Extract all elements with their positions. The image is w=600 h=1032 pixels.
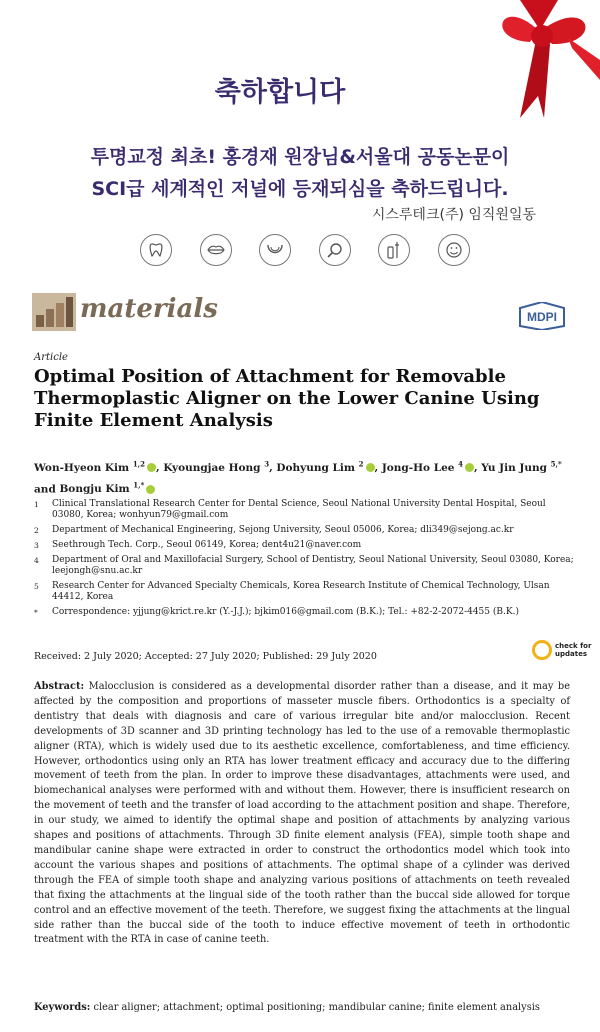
author-affiliation-marker: 1,2 [132, 459, 145, 468]
announcement-line-2: SCI급 세계적인 저널에 등재되심을 축하드립니다. [91, 178, 509, 200]
affiliation-item [34, 607, 574, 618]
magnifier-icon [319, 234, 351, 266]
keywords-label: Keywords: [34, 1002, 91, 1013]
mdpi-logo-icon [516, 302, 568, 330]
affiliation-number: 3 [34, 541, 39, 550]
author-name: Bongju Kim $^{1,*}$ [59, 483, 155, 495]
affiliation-item [34, 540, 574, 551]
paper-title-line-2: Thermoplastic Aligner on the Lower Canine Using [34, 388, 540, 409]
dental-icon-row [140, 234, 470, 266]
article-type: Article [34, 352, 68, 363]
affiliation-item [34, 525, 574, 536]
dental-tools-icon [378, 234, 410, 266]
orcid-icon[interactable] [146, 485, 155, 494]
affiliation-text: Research Center for Advanced Specialty Chemicals, Korea Research Institute of Chemical Technology, Ulsan 44412, Korea [52, 581, 550, 602]
tooth-icon [140, 234, 172, 266]
sender-line: 시스루테크(주) 임직원일동 [371, 207, 536, 223]
affiliation-text: Department of Mechanical Engineering, Sejong University, Seoul 05006, Korea; dli349@sejong.ac.kr [52, 525, 514, 535]
affiliation-number: * [34, 608, 38, 617]
affiliation-text: Clinical Translational Research Center for Dental Science, Seoul National University Dental Hospital, Seoul 03080, Korea; wonhyun79@gmail.com [52, 499, 546, 520]
orcid-icon[interactable] [366, 463, 375, 472]
congrats-heading: 축하합니다 [214, 77, 346, 108]
affiliation-item [34, 555, 574, 577]
check-line-1: check for [555, 642, 592, 650]
lips-icon [200, 234, 232, 266]
abstract [34, 680, 570, 948]
author-affiliation-marker: 4 [458, 459, 463, 468]
announcement-line-1: 투명교정 최초! 홍경재 원장님&서울대 공동논문이 [90, 146, 510, 168]
author-affiliation-marker: 3 [264, 459, 270, 468]
affiliation-number: 1 [34, 500, 39, 509]
abstract-label: Abstract: [34, 681, 85, 692]
author-name: Kyoungjae Hong $^3$ [163, 459, 270, 474]
materials-logo-icon [32, 293, 76, 331]
check-line-2: updates [555, 650, 587, 658]
keywords [34, 1002, 574, 1013]
check-circle-icon [532, 640, 552, 660]
orcid-icon[interactable] [147, 463, 156, 472]
retainer-icon [259, 234, 291, 266]
author-list: Won-Hyeon Kim $^{1,2}$ , Kyoungjae Hong $^3$, Dohyung Lim $^2$ , Jong-Ho Lee $^4$ , Yu Jin Jung $^{5,*}$ and Bongju Kim $^{1,*}$ [34, 459, 562, 495]
paper-title [34, 366, 574, 432]
publication-dates: Received: 2 July 2020; Accepted: 27 July 2020; Published: 29 July 2020 [34, 651, 377, 662]
affiliation-item [34, 499, 574, 521]
affiliation-number: 4 [34, 556, 39, 565]
orcid-icon[interactable] [465, 463, 474, 472]
smile-icon [438, 234, 470, 266]
affiliation-number: 2 [34, 526, 39, 535]
affiliation-item [34, 581, 574, 603]
abstract-text: Malocclusion is considered as a developmental disorder rather than a disease, and it may be affected by the composition and proportions of masseter muscle fibers. Orthodontics is a specialty of dentistry that deals with diagnosis and care of various irregular bite and/or malocclusion. Recent developments of 3D scanner and 3D printing technology has led to the use of a removable thermoplastic aligner (RTA), which is widely used due to its aesthetic excellence, comfortableness, and time efficiency. However, orthodontics using only an RTA has lower treatment efficacy and accuracy due to the differing movement of teeth from the plan. In order to improve these disadvantages, attachments were used, and biomechanical analyses were performed with and without them. However, there is insufficient research on the movement of teeth and the transfer of load according to the attachment position and shape. Therefore, in our study, we aimed to identify the optimal shape and position of attachments by analyzing various shapes and positions of attachments. Through 3D finite element analysis (FEA), simple tooth shape and mandibular canine shape were extracted in order to construct the orthodontics model which took into account the various shapes and positions of attachments. The optimal shape of a cylinder was derived through the FEA of simple tooth shape and analyzing various positions of attachments on teeth revealed that fixing the attachments at the lingual side of the tooth rather than the buccal side allowed for torque control and an effective movement of the teeth. Therefore, we suggest fixing the attachments at the lingual side rather than the buccal side of the tooth to induce effective movement of teeth in orthodontic treatment with the RTA in case of canine teeth. [34, 681, 570, 946]
author-name: Dohyung Lim $^2$ [276, 462, 374, 474]
svg-text:MDPI: MDPI [527, 310, 557, 324]
check-for-updates-badge[interactable] [532, 640, 591, 660]
affiliation-text: Correspondence: yjjung@krict.re.kr (Y.-J.J.); bjkim016@gmail.com (B.K.); Tel.: +82-2-2072-4455 (B.K.) [52, 607, 519, 617]
affiliation-text: Department of Oral and Maxillofacial Surgery, School of Dentistry, Seoul National University, Seoul 03080, Korea; leejongh@snu.ac.kr [52, 555, 574, 576]
journal-name: materials [80, 294, 218, 324]
author-affiliation-marker: 2 [358, 459, 364, 468]
paper-title-line-3: Finite Element Analysis [34, 410, 273, 431]
author-affiliation-marker: 5,* [550, 459, 562, 468]
keywords-text: clear aligner; attachment; optimal positioning; mandibular canine; finite element analysis [93, 1002, 540, 1013]
affiliation-list [34, 499, 574, 622]
affiliation-text: Seethrough Tech. Corp., Seoul 06149, Korea; dent4u21@naver.com [52, 540, 362, 550]
author-name: Won-Hyeon Kim $^{1,2}$ [34, 462, 156, 474]
author-affiliation-marker: 1,* [133, 480, 145, 490]
author-name: Yu Jin Jung $^{5,*}$ [481, 459, 562, 474]
affiliation-number: 5 [34, 582, 39, 591]
paper-title-line-1: Optimal Position of Attachment for Removable [34, 366, 506, 387]
author-name: Jong-Ho Lee $^4$ [382, 462, 474, 474]
